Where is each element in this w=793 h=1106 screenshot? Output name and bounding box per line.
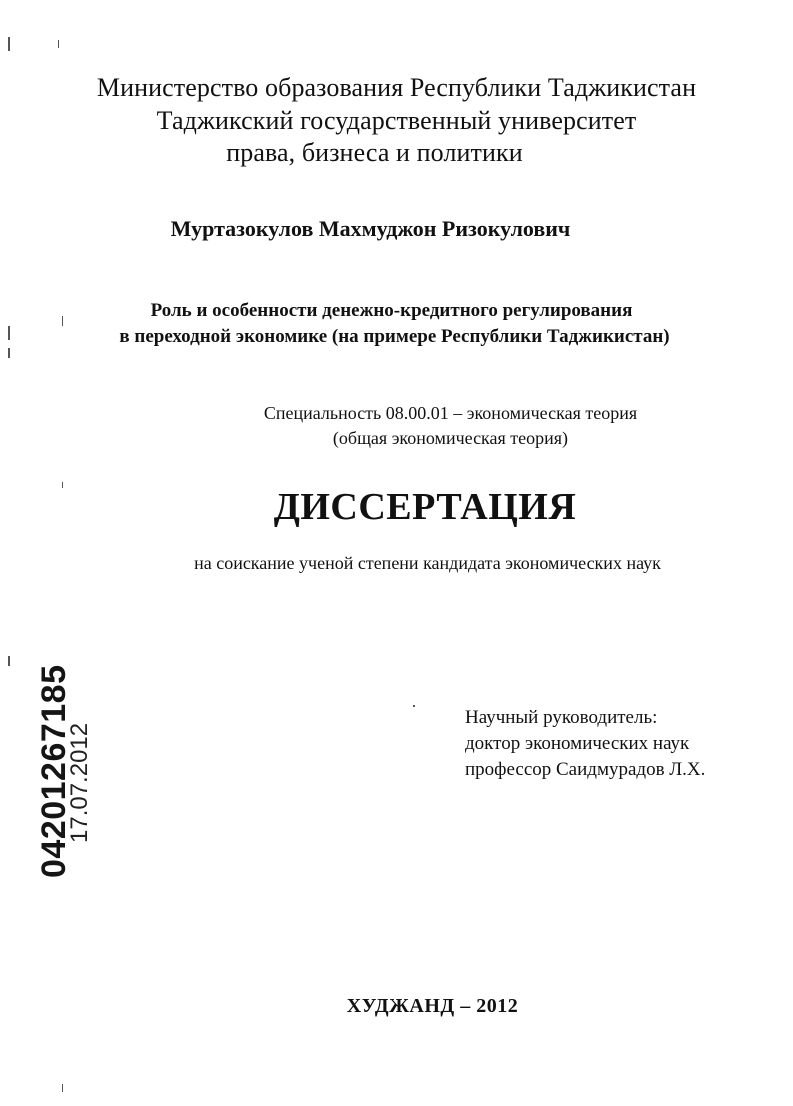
ministry-line-3: права, бизнеса и политики — [226, 138, 523, 167]
ministry-line-1: Министерство образования Республики Таджикистан — [96, 73, 697, 102]
author-name: Муртазокулов Махмуджон Ризокулович — [170, 216, 571, 241]
topic-line-2: в переходной экономике (на примере Республики Таджикистан) — [119, 326, 670, 347]
advisor-line-3: профессор Саидмурадов Л.Х. — [465, 759, 706, 780]
scan-artifact — [8, 37, 10, 51]
ministry-line-2: Таджикский государственный университет — [156, 106, 637, 135]
scan-artifact — [413, 705, 415, 707]
scan-artifact — [62, 316, 63, 326]
registration-date-stamp: 17.07.2012 — [66, 722, 93, 843]
document-type: ДИССЕРТАЦИЯ — [273, 486, 577, 528]
advisor-line-2: доктор экономических наук — [465, 733, 690, 754]
scan-artifact — [62, 1084, 63, 1092]
scan-artifact — [8, 348, 10, 358]
city-year: ХУДЖАНД – 2012 — [346, 995, 519, 1017]
topic-line-1: Роль и особенности денежно-кредитного регулирования — [150, 300, 633, 321]
degree-line: на соискание ученой степени кандидата экономических наук — [194, 553, 661, 573]
specialty-line-1: Специальность 08.00.01 – экономическая теория — [263, 403, 638, 423]
scan-artifact — [58, 40, 59, 48]
registration-number-stamp: 04201267185 — [35, 664, 73, 878]
scan-artifact — [8, 326, 10, 340]
advisor-line-1: Научный руководитель: — [465, 707, 658, 728]
specialty-line-2: (общая экономическая теория) — [332, 428, 569, 448]
scan-artifact — [8, 656, 10, 666]
scan-artifact — [62, 482, 63, 488]
